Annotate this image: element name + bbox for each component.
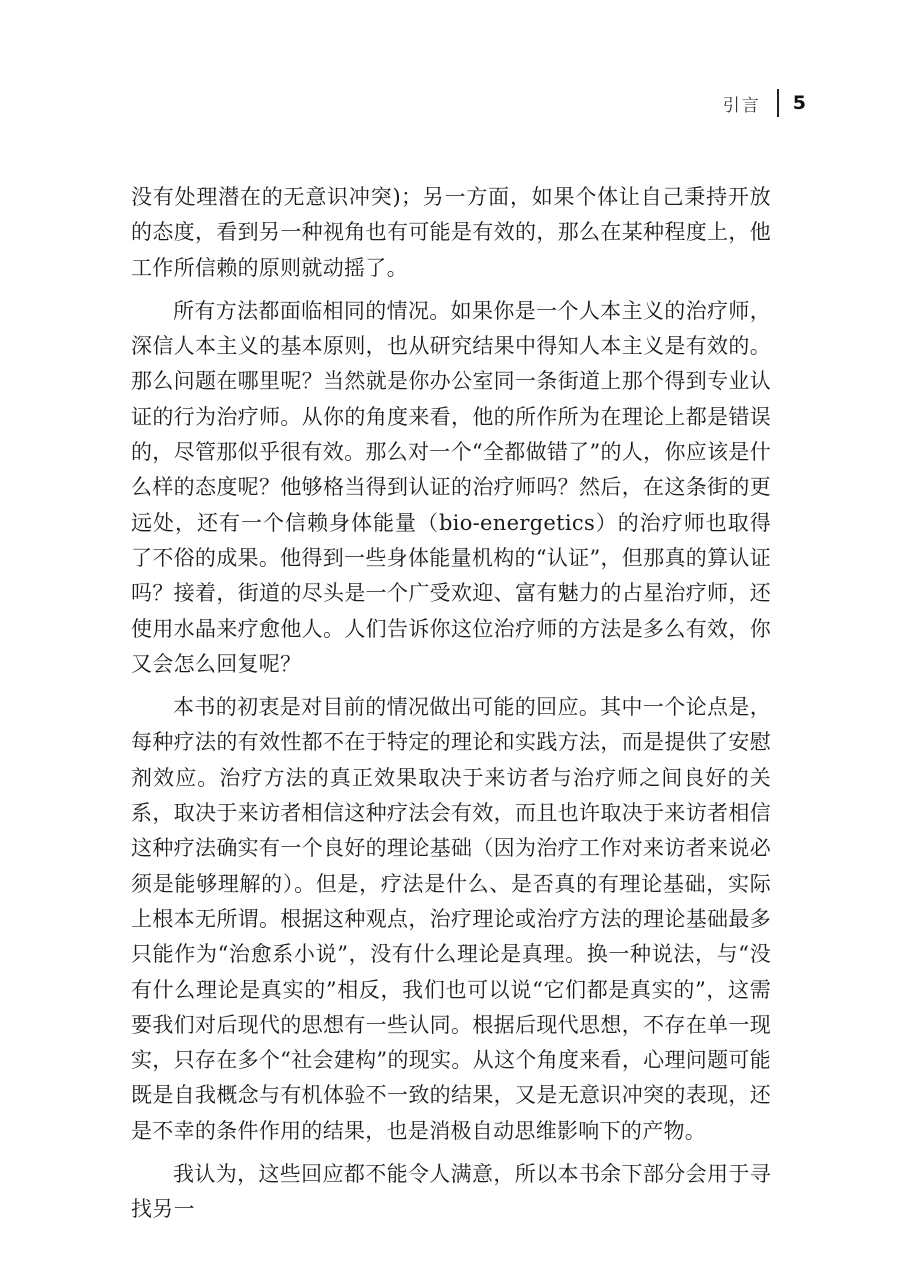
paragraph: 本书的初衷是对目前的情况做出可能的回应。其中一个论点是，每种疗法的有效性都不在于特定的理论和实践方法，而是提供了安慰剂效应。治疗方法的真正效果取决于来访者与治疗师之间良好的关系，取决于来访者相信这种疗法会有效，而且也许取决于来访者相信这种疗法确实有一个良好的理论基础（因为治疗工作对来访者来说必须是能够理解的）。但是，疗法是什么、是否真的有理论基础，实际上根本无所谓。根据这种观点，治疗理论或治疗方法的理论基础最多只能作为“治愈系小说”，没有什么理论是真理。换一种说法，与“没有什么理论是真实的”相反，我们也可以说“它们都是真实的”，这需要我们对后现代的思想有一些认同。根据后现代思想，不存在单一现实，只存在多个“社会建构”的现实。从这个角度来看，心理问题可能既是自我概念与有机体验不一致的结果，又是无意识冲突的表现，还是不幸的条件作用的结果，也是消极自动思维影响下的产物。 xyxy=(131,695,771,1143)
paragraph-continued: 没有处理潜在的无意识冲突)；另一方面，如果个体让自己秉持开放的态度，看到另一种视角也有可能是有效的，那么在某种程度上，他工作所信赖的原则就动摇了。 xyxy=(131,185,771,280)
page-number: 5 xyxy=(792,92,806,114)
header-divider xyxy=(777,89,779,117)
paragraph: 我认为，这些回应都不能令人满意，所以本书余下部分会用于寻找另一 xyxy=(131,1162,771,1222)
body-text xyxy=(131,180,771,1236)
running-header xyxy=(723,88,806,118)
paragraph: 所有方法都面临相同的情况。如果你是一个人本主义的治疗师，深信人本主义的基本原则，也从研究结果中得知人本主义是有效的。那么问题在哪里呢？当然就是你办公室同一条街道上那个得到专业认证的行为治疗师。从你的角度来看，他的所作所为在理论上都是错误的，尽管那似乎很有效。那么对一个“全都做错了”的人，你应该是什么样的态度呢？他够格当得到认证的治疗师吗？然后，在这条街的更远处，还有一个信赖身体能量（bio-energetics）的治疗师也取得了不俗的成果。他得到一些身体能量机构的“认证”，但那真的算认证吗？接着，街道的尽头是一个广受欢迎、富有魅力的占星治疗师，还使用水晶来疗愈他人。人们告诉你这位治疗师的方法是多么有效，你又会怎么回复呢？ xyxy=(131,298,771,676)
section-title: 引言 xyxy=(722,95,761,116)
